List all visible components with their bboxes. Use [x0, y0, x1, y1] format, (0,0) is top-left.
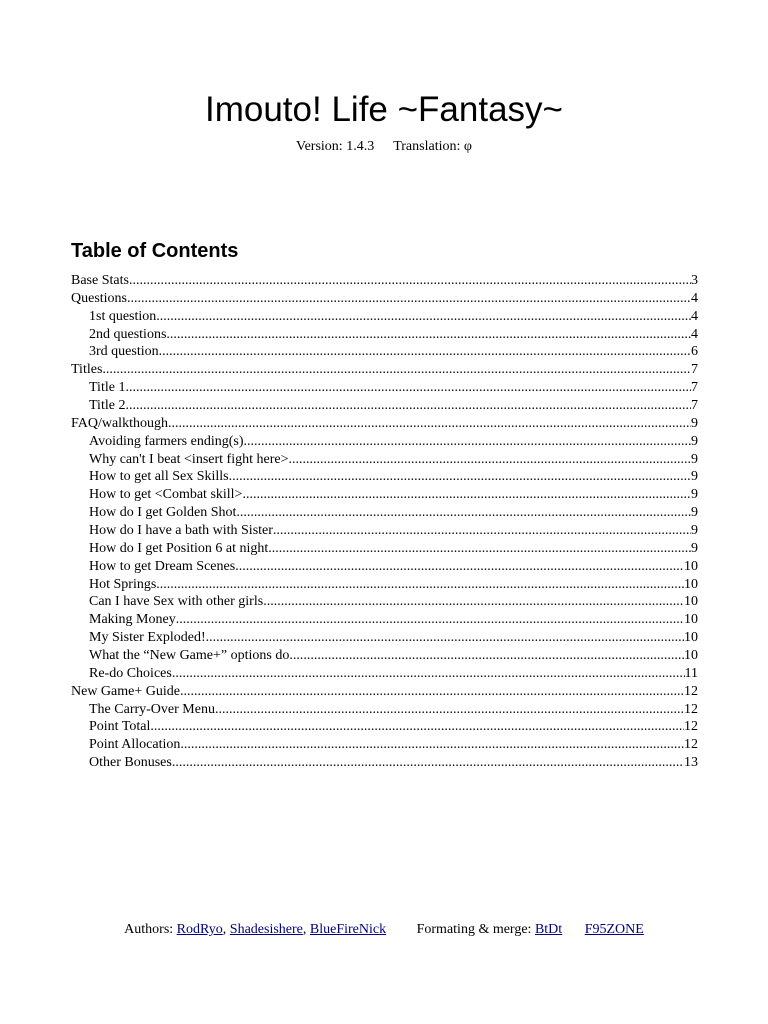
author-link-rodryo[interactable]: RodRyo — [176, 922, 223, 937]
toc-entry[interactable] — [71, 486, 698, 504]
toc-entry[interactable] — [71, 593, 698, 611]
toc-entry-page: 9 — [691, 505, 698, 521]
toc-entry-page: 13 — [684, 755, 698, 771]
toc-entry-label: Hot Springs — [89, 576, 157, 592]
toc-entry-page: 9 — [691, 540, 698, 556]
toc-entry-label: FAQ/walkthough — [71, 415, 168, 431]
toc-leader-dots — [242, 486, 691, 504]
footer — [0, 920, 768, 940]
toc-entry-page: 10 — [684, 612, 698, 628]
toc-entry-label: Avoiding farmers ending(s) — [89, 433, 244, 449]
toc-leader-dots — [150, 718, 684, 736]
toc-entry-page: 3 — [691, 273, 698, 288]
toc-entry-page: 4 — [691, 308, 698, 324]
toc-entry-label: Other Bonuses — [89, 755, 172, 771]
toc-entry[interactable] — [71, 272, 698, 290]
toc-entry-label: What the “New Game+” options do — [89, 648, 290, 664]
toc-leader-dots — [127, 290, 691, 308]
toc-leader-dots — [168, 415, 691, 433]
toc-entry[interactable] — [71, 522, 698, 540]
toc-entry-label: The Carry-Over Menu — [89, 701, 215, 717]
toc-leader-dots — [236, 504, 691, 522]
toc-entry-page: 9 — [691, 523, 698, 539]
toc-leader-dots — [206, 629, 684, 647]
toc-leader-dots — [180, 683, 684, 701]
toc-entry-label: How do I get Position 6 at night — [89, 540, 269, 556]
toc-leader-dots — [129, 272, 691, 290]
toc-entry-label: Title 2 — [89, 398, 126, 414]
toc-entry[interactable] — [71, 558, 698, 576]
toc-entry[interactable] — [71, 754, 698, 772]
toc-entry-page: 7 — [691, 398, 698, 414]
toc-entry[interactable] — [71, 397, 698, 415]
document-title: Imouto! Life ~Fantasy~ — [205, 90, 563, 129]
toc-entry-page: 9 — [691, 469, 698, 485]
toc-entry-label: Point Total — [89, 719, 151, 735]
toc-entry[interactable] — [71, 736, 698, 754]
authors-label: Authors: — [124, 922, 174, 937]
author-separator: , — [302, 922, 307, 937]
toc-entry-label: Can I have Sex with other girls — [89, 594, 264, 610]
version-label: Version: 1.4.3 — [296, 139, 375, 154]
formatting-label: Formating & merge: — [416, 922, 532, 937]
formatter-link-btdt[interactable]: BtDt — [534, 922, 563, 937]
toc-entry[interactable] — [71, 433, 698, 451]
toc-entry[interactable] — [71, 343, 698, 361]
toc-entry[interactable] — [71, 415, 698, 433]
toc-entry-label: Why can't I beat <insert fight here> — [89, 451, 289, 467]
toc-leader-dots — [268, 540, 691, 558]
toc-entry-label: 1st question — [89, 308, 157, 324]
toc-leader-dots — [176, 611, 684, 629]
toc-entry-page: 10 — [684, 630, 698, 646]
toc-entry-label: How do I get Golden Shot — [89, 505, 237, 521]
toc-entry-page: 9 — [691, 487, 698, 503]
toc-entry-label: Re-do Choices — [89, 665, 172, 681]
toc-entry-page: 11 — [684, 665, 698, 681]
toc-entry-label: Base Stats — [71, 273, 129, 288]
toc-entry-page: 12 — [684, 683, 698, 699]
toc-entry[interactable] — [71, 468, 698, 486]
toc-leader-dots — [102, 361, 691, 379]
toc-entry-page: 4 — [691, 326, 698, 342]
toc-entry-page: 12 — [684, 719, 698, 735]
toc-entry[interactable] — [71, 504, 698, 522]
toc-entry-label: Titles — [71, 362, 103, 378]
document-subtitle — [0, 137, 768, 157]
toc-entry[interactable] — [71, 576, 698, 594]
toc-leader-dots — [288, 451, 691, 469]
toc-entry[interactable] — [71, 718, 698, 736]
toc-entry[interactable] — [71, 379, 698, 397]
toc-leader-dots — [229, 468, 691, 486]
toc-entry-page: 9 — [691, 415, 698, 431]
toc-entry-label: 2nd questions — [89, 326, 167, 342]
toc-entry-label: Questions — [71, 290, 127, 306]
toc-entry[interactable] — [71, 540, 698, 558]
toc-leader-dots — [180, 736, 684, 754]
toc-entry-page: 7 — [691, 362, 698, 378]
toc-entry-page: 4 — [691, 290, 698, 306]
toc-leader-dots — [289, 647, 684, 665]
toc-entry-label: Making Money — [89, 612, 176, 628]
toc-leader-dots — [172, 665, 685, 683]
toc-entry-label: My Sister Exploded! — [89, 630, 206, 646]
toc-entry-page: 9 — [691, 451, 698, 467]
toc-entry-page: 10 — [684, 558, 698, 574]
toc-entry[interactable] — [71, 361, 698, 379]
toc-entry-page: 12 — [684, 701, 698, 717]
toc-entry-page: 12 — [684, 737, 698, 753]
toc-leader-dots — [156, 576, 684, 594]
toc-entry-label: 3rd question — [89, 344, 159, 360]
toc-entry-page: 10 — [684, 576, 698, 592]
toc-leader-dots — [273, 522, 691, 540]
author-link-bluefirenick[interactable]: BlueFireNick — [309, 922, 387, 937]
toc-entry[interactable] — [71, 665, 698, 683]
toc-entry-label: Title 1 — [89, 380, 126, 396]
toc-entry[interactable] — [71, 647, 698, 665]
author-link-shadesishere[interactable]: Shadesishere — [229, 922, 303, 937]
toc-entry-page: 10 — [684, 648, 698, 664]
toc-entry-page: 7 — [691, 380, 698, 396]
toc-entry[interactable] — [71, 308, 698, 326]
toc-entry-label: How to get <Combat skill> — [89, 487, 243, 503]
toc-entry[interactable] — [71, 326, 698, 344]
toc-leader-dots — [159, 343, 691, 361]
toc-entry-label: How to get all Sex Skills — [89, 469, 229, 485]
table-of-contents — [71, 272, 698, 772]
toc-entry[interactable] — [71, 290, 698, 308]
toc-leader-dots — [125, 379, 691, 397]
toc-leader-dots — [125, 397, 691, 415]
translation-label: Translation: φ — [393, 139, 472, 154]
toc-entry[interactable] — [71, 701, 698, 719]
toc-entry-label: How do I have a bath with Sister — [89, 523, 273, 539]
toc-leader-dots — [172, 754, 684, 772]
toc-leader-dots — [243, 433, 691, 451]
site-link-f95zone[interactable]: F95ZONE — [584, 922, 644, 937]
author-separator: , — [222, 922, 227, 937]
toc-entry-page: 6 — [691, 344, 698, 360]
toc-leader-dots — [215, 701, 684, 719]
toc-entry[interactable] — [71, 683, 698, 701]
toc-leader-dots — [156, 308, 691, 326]
toc-leader-dots — [235, 558, 684, 576]
toc-entry-label: How to get Dream Scenes — [89, 558, 236, 574]
toc-entry-page: 10 — [684, 594, 698, 610]
toc-leader-dots — [263, 593, 684, 611]
toc-entry-label: Point Allocation — [89, 737, 181, 753]
toc-leader-dots — [166, 326, 691, 344]
toc-entry-page: 9 — [691, 433, 698, 449]
toc-entry[interactable] — [71, 451, 698, 469]
toc-entry-label: New Game+ Guide — [71, 683, 180, 699]
toc-entry[interactable] — [71, 629, 698, 647]
toc-heading: Table of Contents — [71, 240, 239, 262]
toc-entry[interactable] — [71, 611, 698, 629]
